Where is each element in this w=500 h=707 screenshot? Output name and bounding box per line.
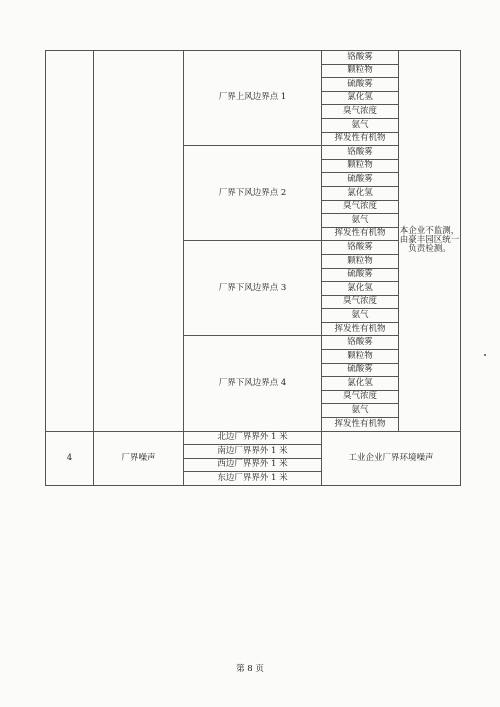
pollutant-cell: 硫酸雾: [322, 78, 399, 92]
pollutant-cell: 硫酸雾: [322, 363, 399, 377]
pollutant-cell: 挥发性有机物: [322, 227, 399, 241]
pollutant-cell: 氨气: [322, 309, 399, 323]
monitoring-table: [45, 50, 461, 486]
pollutant-cell: 挥发性有机物: [322, 132, 399, 146]
pollutant-cell: 挥发性有机物: [322, 322, 399, 336]
page-number: 第 8 页: [236, 664, 264, 674]
pollutant-cell: 氯化氢: [322, 186, 399, 200]
table-row: [46, 51, 461, 65]
pollutant-cell: 氨气: [322, 404, 399, 418]
pollutant-cell: 臭气浓度: [322, 200, 399, 214]
category-cell: 厂界噪声: [94, 431, 184, 485]
pollutant-cell: 铬酸雾: [322, 336, 399, 350]
category-cell: [94, 51, 184, 432]
pollutant-cell: 挥发性有机物: [322, 418, 399, 432]
pollutant-cell: 氯化氢: [322, 91, 399, 105]
noise-point: 北边厂界界外 1 米: [184, 431, 322, 445]
pollutant-cell: 铬酸雾: [322, 241, 399, 255]
pollutant-cell: 颗粒物: [322, 350, 399, 364]
pollutant-cell: 臭气浓度: [322, 105, 399, 119]
noise-point: 东边厂界界外 1 米: [184, 472, 322, 486]
monitoring-point: 厂界上风边界点 1: [184, 51, 322, 146]
pollutant-cell: 硫酸雾: [322, 173, 399, 187]
pollutant-cell: 颗粒物: [322, 254, 399, 268]
monitoring-note: 本企业不监测，由豪丰园区统一负责检测。: [399, 51, 461, 432]
monitoring-point: 厂界下风边界点 3: [184, 241, 322, 336]
seq-cell: [46, 51, 94, 432]
pollutant-cell: 铬酸雾: [322, 51, 399, 65]
monitoring-point: 厂界下风边界点 4: [184, 336, 322, 431]
noise-standard: 工业企业厂界环境噪声: [322, 431, 461, 485]
scan-mark: [484, 354, 486, 356]
pollutant-cell: 臭气浓度: [322, 295, 399, 309]
pollutant-cell: 氯化氢: [322, 377, 399, 391]
pollutant-cell: 臭气浓度: [322, 390, 399, 404]
pollutant-cell: 颗粒物: [322, 159, 399, 173]
noise-point: 南边厂界界外 1 米: [184, 445, 322, 459]
seq-cell: 4: [46, 431, 94, 485]
noise-point: 西边厂界界外 1 米: [184, 458, 322, 472]
table-row: [46, 431, 461, 445]
pollutant-cell: 颗粒物: [322, 64, 399, 78]
pollutant-cell: 硫酸雾: [322, 268, 399, 282]
pollutant-cell: 氨气: [322, 214, 399, 228]
pollutant-cell: 氨气: [322, 118, 399, 132]
pollutant-cell: 铬酸雾: [322, 146, 399, 160]
monitoring-point: 厂界下风边界点 2: [184, 146, 322, 241]
pollutant-cell: 氯化氢: [322, 282, 399, 296]
